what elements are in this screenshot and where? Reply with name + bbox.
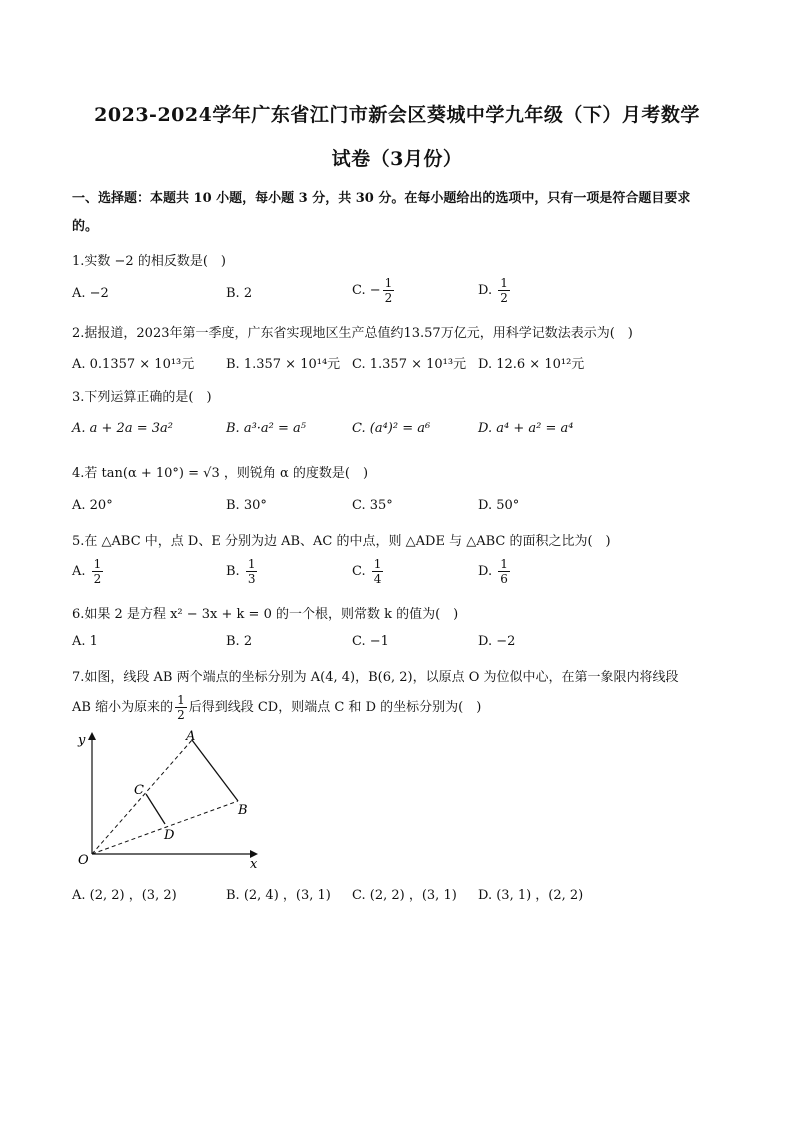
- section-header-line2: 的。: [72, 219, 99, 234]
- question-7-stem-line1: 7.如图，线段 AB 两个端点的坐标分别为 A(4, 4)，B(6, 2)，以原点 O 为位似中心，在第一象限内将线段: [72, 670, 679, 685]
- option-label: B.: [226, 564, 240, 579]
- question-2-option-b[interactable]: B. 1.357 × 10¹⁴元: [226, 357, 341, 372]
- question-5-stem: 5.在 △ABC 中，点 D、E 分别为边 AB、AC 的中点，则 △ADE 与 △ABC 的面积之比为( ): [72, 534, 611, 549]
- question-3-stem: 3.下列运算正确的是( ): [72, 390, 212, 405]
- question-3-option-a[interactable]: A. a + 2a = 3a²: [72, 421, 173, 436]
- y-axis-arrow-icon: [88, 732, 96, 740]
- question-4-option-c[interactable]: C. 35°: [352, 498, 393, 513]
- question-5-option-d[interactable]: [478, 558, 512, 585]
- question-4-option-b[interactable]: B. 30°: [226, 498, 267, 513]
- stem-text: 后得到线段 CD，则端点 C 和 D 的坐标分别为( ): [188, 700, 482, 715]
- question-7-stem-line2: [72, 694, 481, 721]
- question-1-option-a[interactable]: A. −2: [72, 286, 109, 301]
- question-3-option-c[interactable]: C. (a⁴)² = a⁶: [352, 421, 431, 436]
- question-6-stem: 6.如果 2 是方程 x² − 3x + k = 0 的一个根，则常数 k 的值为( ): [72, 607, 459, 622]
- option-c-label: C. −: [352, 283, 381, 298]
- question-6-option-c[interactable]: C. −1: [352, 634, 389, 649]
- coordinate-figure: [72, 728, 272, 873]
- fraction: $\frac{1}{4}$: [373, 557, 382, 586]
- question-1-option-d[interactable]: [478, 277, 512, 304]
- fraction: $\frac{1}{2}$: [93, 557, 102, 586]
- question-6-option-d[interactable]: D. −2: [478, 634, 516, 649]
- question-5-option-b[interactable]: [226, 558, 259, 585]
- label-a: A: [186, 729, 196, 744]
- page-title-line2: 试卷（3月份）: [331, 148, 463, 170]
- fraction: $\frac{1}{2}$: [500, 276, 508, 305]
- question-5-option-c[interactable]: [352, 558, 385, 585]
- label-x: x: [250, 857, 258, 872]
- stem-text: AB 缩小为原来的: [72, 700, 174, 715]
- section-header-line1: 一、选择题：本题共 10 小题，每小题 3 分，共 30 分。在每小题给出的选项中，只有一项是符合题目要求: [72, 191, 691, 206]
- label-b: B: [238, 803, 248, 818]
- question-6-option-b[interactable]: B. 2: [226, 634, 253, 649]
- segment-ab: [192, 740, 238, 801]
- question-7-option-a[interactable]: A. (2, 2) ，(3, 2): [72, 888, 177, 903]
- option-label: C.: [352, 564, 366, 579]
- question-1-stem: 1.实数 −2 的相反数是( ): [72, 254, 226, 269]
- question-4-option-d[interactable]: D. 50°: [478, 498, 520, 513]
- question-2-option-a[interactable]: A. 0.1357 × 10¹³元: [72, 357, 195, 372]
- question-1-option-b[interactable]: B. 2: [226, 286, 253, 301]
- question-2-option-c[interactable]: C. 1.357 × 10¹³元: [352, 357, 467, 372]
- option-label: D.: [478, 564, 493, 579]
- question-3-option-b[interactable]: B. a³·a² = a⁵: [226, 421, 306, 436]
- fraction: $\frac{1}{3}$: [247, 557, 256, 586]
- question-1-option-c[interactable]: [352, 277, 396, 304]
- fraction: $\frac{1}{2}$: [177, 693, 185, 722]
- fraction: $\frac{1}{2}$: [384, 276, 393, 305]
- fraction: $\frac{1}{6}$: [500, 557, 508, 586]
- label-o: O: [78, 853, 89, 868]
- question-2-option-d[interactable]: D. 12.6 × 10¹²元: [478, 357, 585, 372]
- question-7-option-b[interactable]: B. (2, 4) ，(3, 1): [226, 888, 331, 903]
- label-y: y: [78, 733, 86, 748]
- page-title-line1: 2023-2024学年广东省江门市新会区葵城中学九年级（下）月考数学: [94, 104, 700, 126]
- question-3-option-d[interactable]: D. a⁴ + a² = a⁴: [478, 421, 574, 436]
- label-d: D: [164, 828, 175, 843]
- question-2-stem: 2.据报道，2023年第一季度，广东省实现地区生产总值约13.57万亿元，用科学记数法表示为( ): [72, 326, 633, 341]
- segment-cd: [146, 794, 165, 824]
- question-4-option-a[interactable]: A. 20°: [72, 498, 113, 513]
- question-6-option-a[interactable]: A. 1: [72, 634, 98, 649]
- question-5-option-a[interactable]: [72, 558, 105, 585]
- option-label: A.: [72, 564, 86, 579]
- label-c: C: [134, 783, 144, 798]
- question-7-option-c[interactable]: C. (2, 2) ，(3, 1): [352, 888, 457, 903]
- question-4-stem: 4.若 tan(α + 10°) = √3 ，则锐角 α 的度数是( ): [72, 466, 369, 481]
- option-d-label: D.: [478, 283, 493, 298]
- question-7-option-d[interactable]: D. (3, 1) ，(2, 2): [478, 888, 584, 903]
